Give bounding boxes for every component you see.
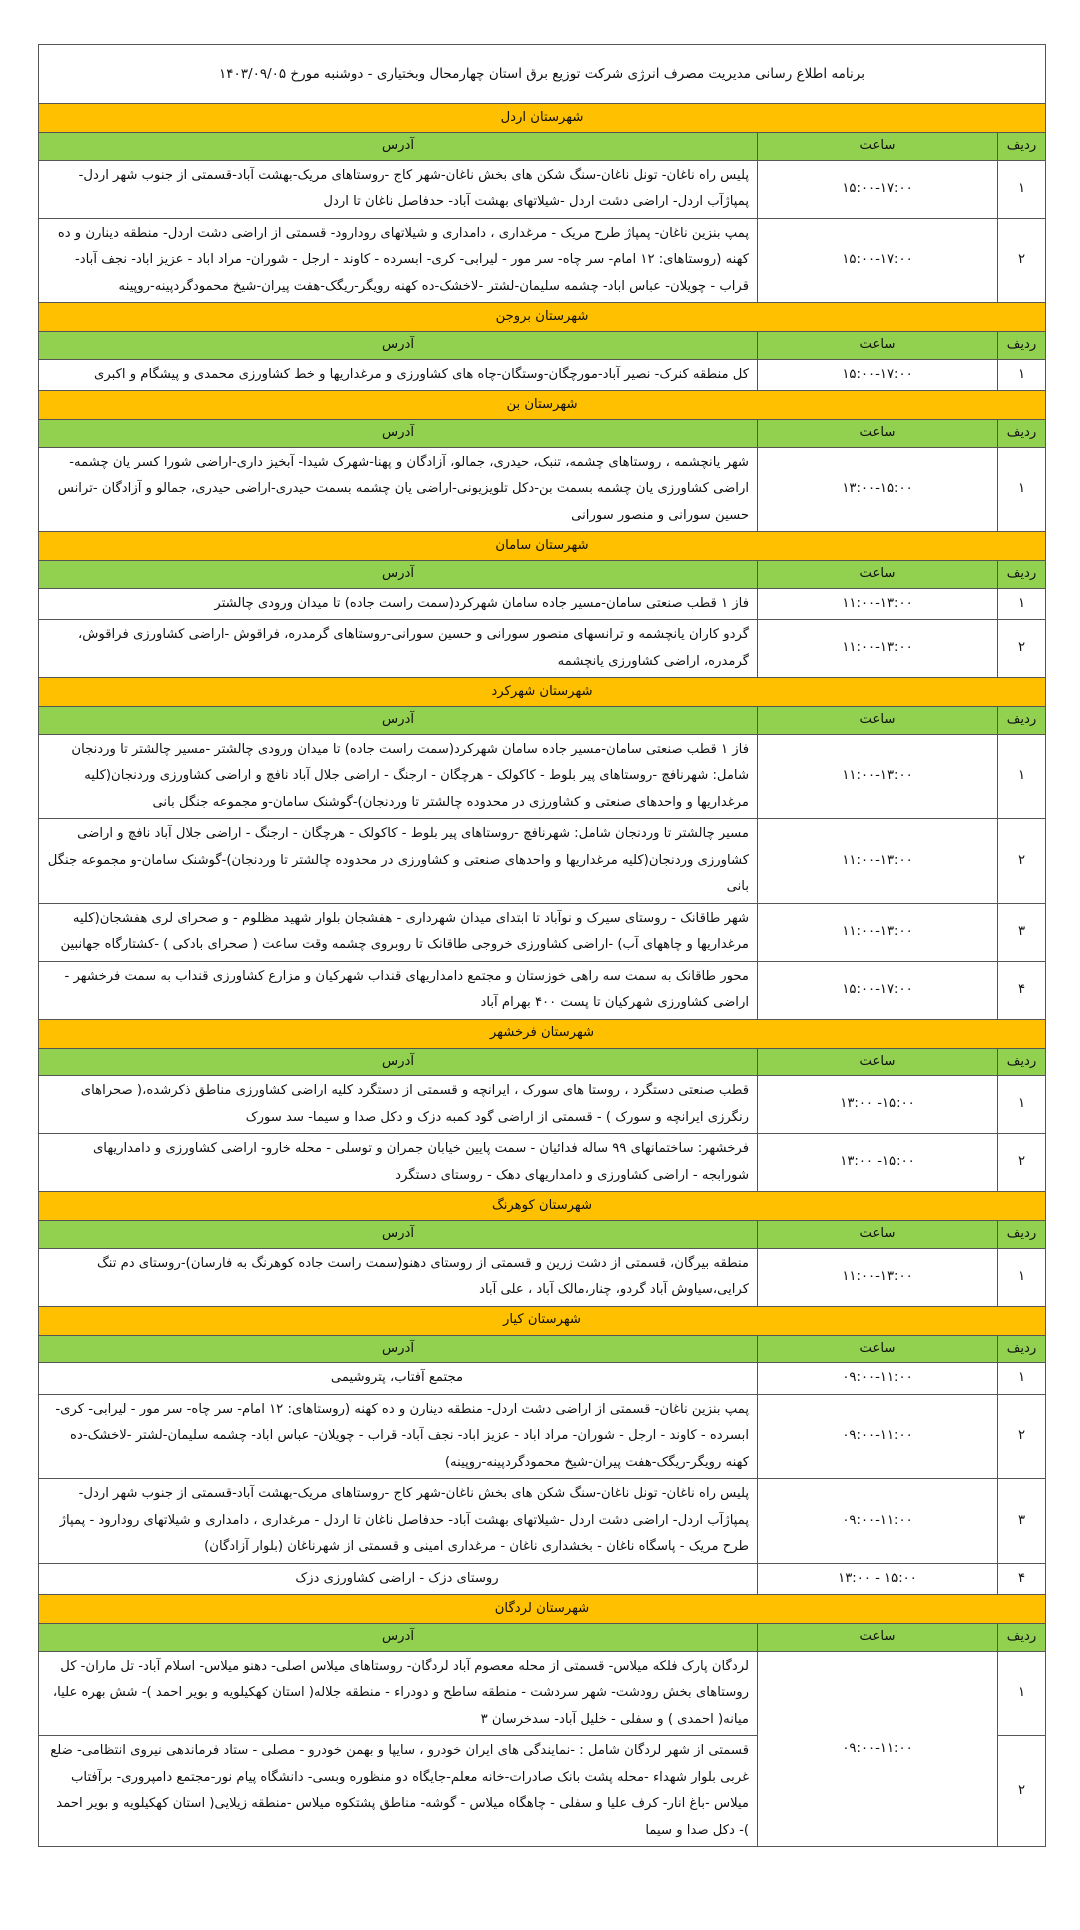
section-header-row xyxy=(39,1192,1046,1221)
table-row xyxy=(39,961,1046,1019)
row-number: ۲ xyxy=(998,819,1046,904)
header-radif: ردیف xyxy=(998,133,1046,161)
table-row xyxy=(39,819,1046,904)
row-time: ۱۱:۰۰-۱۳:۰۰ xyxy=(758,1248,998,1306)
section-header-row xyxy=(39,532,1046,561)
row-number: ۳ xyxy=(998,1479,1046,1564)
row-address: فاز ۱ قطب صنعتی سامان-مسیر جاده سامان شهرکرد(سمت راست جاده) تا میدان ورودی چالشتر -مسیر چالشتر تا وردنجان شامل: شهرنافچ -روستاهای پیر بلوط - کاکولک - هرچگان - ارجنگ - اراضی جلال آباد نافچ و اراضی کشاورزی وردنجان(کلیه مرغداریها و واحدهای صنعتی و کشاورزی در محدوده چالشتر تا وردنجان)-گوشنک سامان-و مجموعه جنگل بانی xyxy=(39,734,758,819)
row-time: ۱۵:۰۰-۱۷:۰۰ xyxy=(758,359,998,391)
column-header-row xyxy=(39,420,1046,448)
table-row xyxy=(39,447,1046,532)
header-radif: ردیف xyxy=(998,1048,1046,1076)
row-address: فاز ۱ قطب صنعتی سامان-مسیر جاده سامان شهرکرد(سمت راست جاده) تا میدان ورودی چالشتر xyxy=(39,588,758,620)
row-time: ۰۹:۰۰-۱۱:۰۰ xyxy=(758,1363,998,1395)
row-time: ۱۳:۰۰-۱۵:۰۰ xyxy=(758,447,998,532)
header-saat: ساعت xyxy=(758,1335,998,1363)
header-address: آدرس xyxy=(39,1335,758,1363)
row-time: ۱۳:۰۰ -۱۵:۰۰ xyxy=(758,1134,998,1192)
row-time: ۰۹:۰۰-۱۱:۰۰ xyxy=(758,1394,998,1479)
column-header-row xyxy=(39,133,1046,161)
header-address: آدرس xyxy=(39,1048,758,1076)
table-row xyxy=(39,1563,1046,1595)
header-radif: ردیف xyxy=(998,707,1046,735)
header-saat: ساعت xyxy=(758,420,998,448)
section-title: شهرستان فرخشهر xyxy=(39,1019,1046,1048)
row-number: ۱ xyxy=(998,734,1046,819)
header-radif: ردیف xyxy=(998,420,1046,448)
table-row xyxy=(39,620,1046,678)
column-header-row xyxy=(39,1048,1046,1076)
page-title: برنامه اطلاع رسانی مدیریت مصرف انرژی شرکت توزیع برق استان چهارمحال وبختیاری - دوشنبه مورخ ۱۴۰۳/۰۹/۰۵ xyxy=(39,45,1046,104)
row-address: فرخشهر: ساختمانهای ۹۹ ساله فدائیان - سمت پایین خیابان جمران و توسلی - محله خارو- اراضی کشاورزی و دامداریهای شورابجه - اراضی کشاورزی و دامداریهای دهک - روستای دستگرد xyxy=(39,1134,758,1192)
section-header-row xyxy=(39,1306,1046,1335)
row-time: ۱۱:۰۰-۱۳:۰۰ xyxy=(758,734,998,819)
row-address: مسیر چالشتر تا وردنجان شامل: شهرنافچ -روستاهای پیر بلوط - کاکولک - هرچگان - ارجنگ - اراضی جلال آباد نافچ و اراضی کشاورزی وردنجان(کلیه مرغداریها و واحدهای صنعتی و کشاورزی در محدوده چالشتر تا وردنجان)-گوشنک سامان-و مجموعه جنگل بانی xyxy=(39,819,758,904)
row-address: پمپ بنزین ناغان- پمپاژ طرح مریک - مرغداری ، دامداری و شیلاتهای رودارود- قسمتی از اراضی دشت اردل- منطقه دینارن و ده کهنه (روستاهای: ۱۲ امام- سر چاه- سر مور - لیرابی- کری- ابسرده - کاوند - ارجل - شوران- مراد اباد - عزیز اباد- نجف آباد- قراب - چویلان- عباس اباد- چشمه سلیمان-لشتر -لاخشک-ده کهنه رویگر-ریگک-هفت پیران-شیخ محمودگردپینه-روپینه xyxy=(39,218,758,303)
header-address: آدرس xyxy=(39,133,758,161)
row-number: ۲ xyxy=(998,620,1046,678)
row-address: شهر یانچشمه ، روستاهای چشمه، تنبک، حیدری، جمالو، آزادگان و پهنا-شهرک شیدا- آبخیز داری-اراضی شورا کسر یان چشمه-اراضی کشاورزی یان چشمه بسمت بن-دکل تلویزیونی-اراضی یان چشمه بسمت حیدری-اراضی حیدری، جمالو و آزادگان -ترانس حسین سورانی و منصور سورانی xyxy=(39,447,758,532)
row-number: ۱ xyxy=(998,160,1046,218)
header-address: آدرس xyxy=(39,707,758,735)
row-number: ۱ xyxy=(998,1651,1046,1736)
section-title: شهرستان کوهرنگ xyxy=(39,1192,1046,1221)
row-number: ۳ xyxy=(998,903,1046,961)
table-row xyxy=(39,1076,1046,1134)
table-row xyxy=(39,734,1046,819)
header-saat: ساعت xyxy=(758,133,998,161)
table-row xyxy=(39,359,1046,391)
table-row xyxy=(39,1651,1046,1736)
column-header-row xyxy=(39,707,1046,735)
row-time: ۱۱:۰۰-۱۳:۰۰ xyxy=(758,588,998,620)
schedule-sheet xyxy=(38,44,1046,1847)
row-time: ۱۱:۰۰-۱۳:۰۰ xyxy=(758,903,998,961)
row-time: ۰۹:۰۰-۱۱:۰۰ xyxy=(758,1479,998,1564)
header-radif: ردیف xyxy=(998,1624,1046,1652)
section-title: شهرستان کیار xyxy=(39,1306,1046,1335)
header-address: آدرس xyxy=(39,1221,758,1249)
row-number: ۱ xyxy=(998,359,1046,391)
section-header-row xyxy=(39,391,1046,420)
row-address: پلیس راه ناغان- تونل ناغان-سنگ شکن های بخش ناغان-شهر کاج -روستاهای مریک-بهشت آباد-قسمتی از جنوب شهر اردل- پمپاژآب اردل- اراضی دشت اردل -شیلاتهای بهشت آباد- حدفاصل ناغان تا اردل xyxy=(39,160,758,218)
row-address: قطب صنعتی دستگرد ، روستا های سورک ، ایرانچه و قسمتی از دستگرد کلیه اراضی کشاورزی مناطق ذکرشده،( صحراهای رنگرزی ایرانچه و سورک ) - قسمتی از اراضی گود کمبه دزک و دکل صدا و سیما- سد سورک xyxy=(39,1076,758,1134)
row-address: گردو کاران یانچشمه و ترانسهای منصور سورانی و حسین سورانی-روستاهای گرمدره، فراقوش -اراضی کشاورزی فراقوش، گرمدره، اراضی کشاورزی یانچشمه xyxy=(39,620,758,678)
table-row xyxy=(39,1394,1046,1479)
table-row xyxy=(39,588,1046,620)
table-row xyxy=(39,218,1046,303)
table-row xyxy=(39,1248,1046,1306)
header-saat: ساعت xyxy=(758,707,998,735)
row-number: ۲ xyxy=(998,1394,1046,1479)
row-number: ۲ xyxy=(998,1736,1046,1847)
table-row xyxy=(39,1134,1046,1192)
row-address: لردگان پارک فلکه میلاس- قسمتی از محله معصوم آباد لردگان- روستاهای میلاس اصلی- دهنو میلاس- اسلام آباد- تل ماران- کل روستاهای بخش رودشت- شهر سردشت - منطقه ساطح و دودراء - منطقه جلاله( استان کهکیلویه و بویر احمد )- شش بهره علیا، میانه( احمدی ) و سفلی - خلیل آباد- سدخرسان ۳ xyxy=(39,1651,758,1736)
table-row xyxy=(39,1363,1046,1395)
row-number: ۱ xyxy=(998,447,1046,532)
row-address: پمپ بنزین ناغان- قسمتی از اراضی دشت اردل- منطقه دینارن و ده کهنه (روستاهای: ۱۲ امام- سر چاه- سر مور - لیرابی- کری- ابسرده - کاوند - ارجل - شوران- مراد اباد - عزیز اباد- نجف آباد- قراب - چویلان- عباس اباد- چشمه سلیمان-لشتر -لاخشک-ده کهنه رویگر-ریگک-هفت پیران-شیخ محمودگردپینه-روپینه) xyxy=(39,1394,758,1479)
section-title: شهرستان بروجن xyxy=(39,303,1046,332)
row-number: ۱ xyxy=(998,1248,1046,1306)
row-number: ۴ xyxy=(998,961,1046,1019)
row-time: ۱۱:۰۰-۱۳:۰۰ xyxy=(758,620,998,678)
section-header-row xyxy=(39,1019,1046,1048)
section-title: شهرستان شهرکرد xyxy=(39,678,1046,707)
row-number: ۲ xyxy=(998,218,1046,303)
section-header-row xyxy=(39,678,1046,707)
row-time: ۱۳:۰۰ - ۱۵:۰۰ xyxy=(758,1563,998,1595)
row-number: ۱ xyxy=(998,588,1046,620)
header-saat: ساعت xyxy=(758,1221,998,1249)
row-address: شهر طاقانک - روستای سیرک و نوآباد تا ابتدای میدان شهرداری - هفشجان بلوار شهید مظلوم - و صحرای لری هفشجان(کلیه مرغداریها و چاههای آب) -اراضی کشاورزی خروجی طاقانک تا روبروی چشمه وقت ساعت ( صحرای بادکی ) -کشتارگاه جهانبین xyxy=(39,903,758,961)
row-number: ۱ xyxy=(998,1363,1046,1395)
header-radif: ردیف xyxy=(998,332,1046,360)
header-address: آدرس xyxy=(39,561,758,589)
column-header-row xyxy=(39,1624,1046,1652)
header-radif: ردیف xyxy=(998,1335,1046,1363)
row-number: ۴ xyxy=(998,1563,1046,1595)
title-row xyxy=(39,45,1046,104)
row-address: روستای دزک - اراضی کشاورزی دزک xyxy=(39,1563,758,1595)
column-header-row xyxy=(39,1335,1046,1363)
row-time: ۱۳:۰۰ -۱۵:۰۰ xyxy=(758,1076,998,1134)
column-header-row xyxy=(39,1221,1046,1249)
header-saat: ساعت xyxy=(758,1624,998,1652)
table-row xyxy=(39,160,1046,218)
table-row xyxy=(39,1479,1046,1564)
section-header-row xyxy=(39,1595,1046,1624)
section-title: شهرستان سامان xyxy=(39,532,1046,561)
row-time: ۱۵:۰۰-۱۷:۰۰ xyxy=(758,961,998,1019)
section-title: شهرستان بن xyxy=(39,391,1046,420)
header-radif: ردیف xyxy=(998,561,1046,589)
column-header-row xyxy=(39,332,1046,360)
header-address: آدرس xyxy=(39,1624,758,1652)
header-radif: ردیف xyxy=(998,1221,1046,1249)
column-header-row xyxy=(39,561,1046,589)
header-saat: ساعت xyxy=(758,1048,998,1076)
outage-schedule-table xyxy=(38,44,1046,1847)
row-address: پلیس راه ناغان- تونل ناغان-سنگ شکن های بخش ناغان-شهر کاج -روستاهای مریک-بهشت آباد-قسمتی از جنوب شهر اردل- پمپاژآب اردل- اراضی دشت اردل -شیلاتهای بهشت آباد- حدفاصل ناغان تا اردل - مرغداری ، دامداری و شیلاتهای رودارود - پمپاژ طرح مریک - پاسگاه ناغان - بخشداری ناغان - مرغداری امینی و قسمتی از شهرناغان (بلوار آزادگان) xyxy=(39,1479,758,1564)
row-address: محور طاقانک به سمت سه راهی خوزستان و مجتمع دامداریهای قنداب شهرکیان و مزارع کشاورزی قنداب به سمت فرخشهر - اراضی کشاورزی شهرکیان تا پست ۴۰۰ بهرام آباد xyxy=(39,961,758,1019)
table-row xyxy=(39,903,1046,961)
row-time: ۱۵:۰۰-۱۷:۰۰ xyxy=(758,218,998,303)
row-address: کل منطقه کنرک- نصیر آباد-مورچگان-وستگان-چاه های کشاورزی و مرغداریها و خط کشاورزی محمدی و پیشگام و اکبری xyxy=(39,359,758,391)
header-address: آدرس xyxy=(39,420,758,448)
row-address: قسمتی از شهر لردگان شامل : -نمایندگی های ایران خودرو ، سایپا و بهمن خودرو - مصلی - ستاد فرماندهی نیروی انتظامی- ضلع غربی بلوار شهداء -محله پشت بانک صادرات-خانه معلم-جایگاه دو منظوره وبسی- دانشگاه پیام نور-مجتمع دامپروری- برآفتاب میلاس -باغ انار- کرف علیا و سفلی - چاهگاه میلاس - گوشه- مناطق پشتکوه میلاس -منطقه زیلایی( استان کهکیلویه و بویر احمد )- دکل صدا و سیما xyxy=(39,1736,758,1847)
header-address: آدرس xyxy=(39,332,758,360)
row-time: ۰۹:۰۰-۱۱:۰۰ xyxy=(758,1651,998,1847)
section-header-row xyxy=(39,104,1046,133)
header-saat: ساعت xyxy=(758,561,998,589)
header-saat: ساعت xyxy=(758,332,998,360)
row-address: منطقه بیرگان، قسمتی از دشت زرین و قسمتی از روستای دهنو(سمت راست جاده کوهرنگ به فارسان)-روستای دم تنگ کرایی،سیاوش آباد گردو، چنار،مالک آباد ، علی آباد xyxy=(39,1248,758,1306)
row-number: ۱ xyxy=(998,1076,1046,1134)
row-address: مجتمع آفتاب، پتروشیمی xyxy=(39,1363,758,1395)
row-time: ۱۱:۰۰-۱۳:۰۰ xyxy=(758,819,998,904)
section-title: شهرستان لردگان xyxy=(39,1595,1046,1624)
row-number: ۲ xyxy=(998,1134,1046,1192)
row-time: ۱۵:۰۰-۱۷:۰۰ xyxy=(758,160,998,218)
section-title: شهرستان اردل xyxy=(39,104,1046,133)
section-header-row xyxy=(39,303,1046,332)
